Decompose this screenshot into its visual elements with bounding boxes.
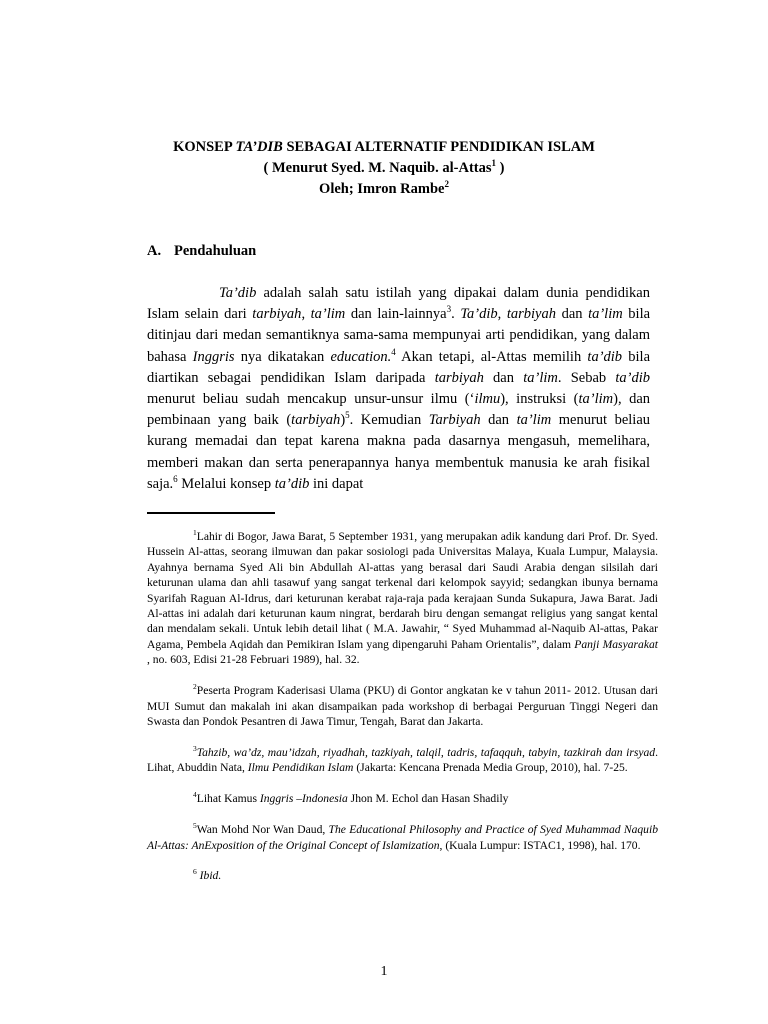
footnote-ref: 1 bbox=[491, 158, 496, 169]
section-title: Pendahuluan bbox=[174, 243, 257, 259]
footnote-ref: 4 bbox=[391, 346, 396, 357]
footnote-separator bbox=[147, 512, 275, 514]
body-text bbox=[147, 283, 650, 495]
footnotes bbox=[147, 529, 658, 884]
footnote-6: $^6$ Ibid. bbox=[193, 867, 222, 883]
footnote-5: $^5$Wan Mohd Nor Wan Daud, The Educational Philosophy and Practice of Syed Muhammad Naquib Al-Attas: AnExposition of the Original Concept of Islamization, (Kuala Lumpur: ISTAC1, 1998), hal. 170. bbox=[147, 821, 658, 852]
page-number: 1 bbox=[380, 964, 388, 979]
title-line-3-author: Oleh; Imron Rambe$^2$ bbox=[319, 179, 449, 197]
footnote-ref: 3 bbox=[446, 304, 452, 315]
footnote-ref: 5 bbox=[345, 410, 350, 421]
footnote-ref: 6 bbox=[173, 474, 178, 484]
footnote-1: $^1$Lahir di Bogor, Jawa Barat, 5 September 1931, yang merupakan adik kandung dari Prof. Dr. Syed. Hussein Al-attas, seorang ilmuwan dan pakar sosiologi pada Universitas Malaya, Kuala Lumpur, Malaysia. Ayahnya bernama Syed Ali bin Abdullah Al-attas yang berasal dari Saudi Arabia dengan silsilah dari keturunan ulama dan ahli tasawuf yang sangat terkenal dari kelompok sayyid; sedangkan ibunya bernama Syarifah Raguan Al-Idrus, dari keturunan kerabat raja-raja pada kerajaan Sunda Sukapura, Jawa Barat. Jadi Al-attas ini adalah dari keturunan kaum ningrat, berdarah biru dengan semangat religius yang sangat kental dan mendalam sekali. Untuk lebih detail lihat ( M.A. Jawahir, “ Syed Muhammad al-Naquib Al-attas, Pakar Agama, Pembela Aqidah dan Pemikiran Islam yang dipengaruhi Paham Orientalis”, dalam Panji Masyarakat , no. 603, Edisi 21-28 Februari 1989), hal. 32. bbox=[147, 528, 658, 667]
section-heading bbox=[147, 243, 256, 260]
footnote-3: $^3$Tahzib, wa’dz, mau’idzah, riyadhah, tazkiyah, talqil, tadris, tafaqquh, tabyin, tazkirah dan irsyad. Lihat, Abuddin Nata, Ilmu Pendidikan Islam (Jakarta: Kencana Prenada Media Group, 2010), hal. 7-25. bbox=[147, 744, 658, 775]
body-paragraph: Ta’dib adalah salah satu istilah yang dipakai dalam dunia pendidikan Islam selain dari tarbiyah, ta’lim dan lain-lainnya$^3$. Ta’dib, tarbiyah dan ta’lim bila ditinjau dari medan semantiknya sama-sama mempunyai arti pendidikan, yang dalam bahasa Inggris nya dikatakan education.$^4$ Akan tetapi, al-Attas memilih ta’dib bila diartikan sebagai pendidikan Islam daripada tarbiyah dan ta’lim. Sebab ta’dib menurut beliau sudah mencakup unsur-unsur ilmu (‘ilmu), instruksi (ta’lim), dan pembinaan yang baik (tarbiyah)$^5$. Kemudian Tarbiyah dan ta’lim menurut beliau kurang memadai dan tepat karena makna pada dasarnya mengasuh, memelihara, memberi makan dan serta penerapannya hanya membentuk manusia ke arah fisikal saja.$^6$ Melalui konsep ta’dib ini dapat bbox=[147, 285, 651, 492]
footnote-ref: 2 bbox=[444, 179, 449, 190]
section-number: A. bbox=[147, 243, 162, 259]
title-line-1: KONSEP TA’DIB SEBAGAI ALTERNATIF PENDIDIKAN ISLAM bbox=[173, 139, 595, 155]
footnote-4: $^4$Lihat Kamus Inggris –Indonesia Jhon M. Echol dan Hasan Shadily bbox=[193, 790, 509, 806]
footnote-2: $^2$Peserta Program Kaderisasi Ulama (PKU) di Gontor angkatan ke v tahun 2011- 2012. Utusan dari MUI Sumut dan makalah ini akan disampaikan pada workshop di berbagai Perguruan Tinggi Negeri dan Swasta dan Pondok Pesantren di Jawa Timur, Tengah, Barat dan Jakarta. bbox=[147, 682, 658, 728]
title-line-2: ( Menurut Syed. M. Naquib. al-Attas$^1$ ) bbox=[263, 158, 505, 176]
title-block bbox=[0, 137, 768, 200]
